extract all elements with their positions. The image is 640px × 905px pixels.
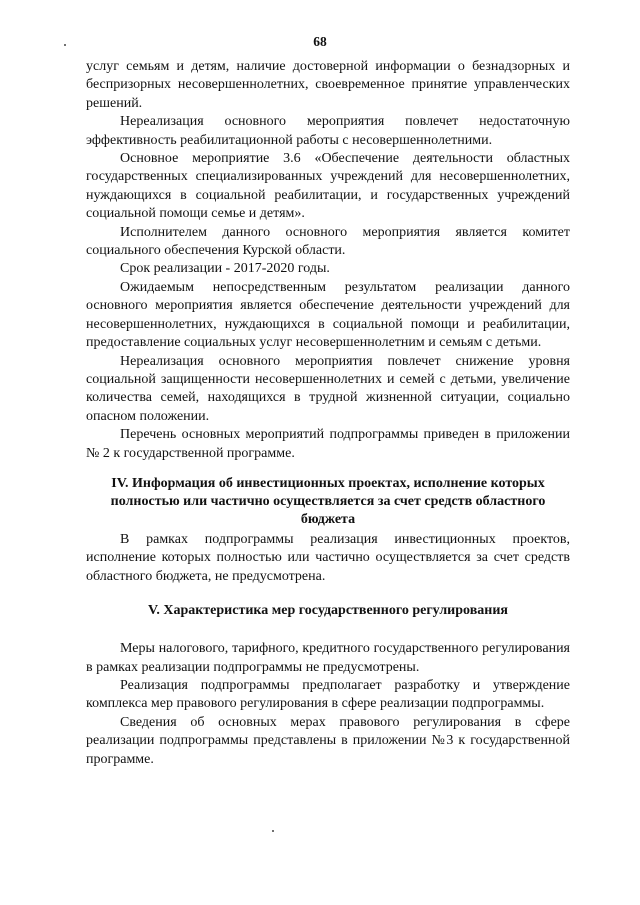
paragraph: Срок реализации - 2017-2020 годы. [120,261,330,277]
paragraph: Сведения об основных мерах правового регулирования в сфере реализации подпрограммы представлены в приложении №3 к государственной программе. [86,714,570,767]
document-body [86,58,570,769]
scan-speck [272,830,274,832]
paragraph: Исполнителем данного основного мероприятия является комитет социального обеспечения Курской области. [86,224,570,259]
scan-speck [64,44,66,46]
section-heading-state-regulation: V. Характеристика мер государственного регулирования [148,603,508,619]
paragraph: услуг семьям и детям, наличие достоверной информации о безнадзорных и беспризорных несовершеннолетних, своевременное принятие управленческих решений. [86,59,570,111]
paragraph: В рамках подпрограммы реализация инвестиционных проектов, исполнение которых полностью или частично осуществляется за счет средств областного бюджета, не предусмотрена. [86,531,570,584]
paragraph: Нереализация основного мероприятия повлечет недостаточную эффективность реабилитационной работы с несовершеннолетними. [86,114,570,148]
paragraph: Меры налогового, тарифного, кредитного государственного регулирования в рамках реализации подпрограммы не предусмотрены. [86,641,570,675]
paragraph: Реализация подпрограммы предполагает разработку и утверждение комплекса мер правового регулирования в сфере реализации подпрограммы. [86,677,570,712]
paragraph: Нереализация основного мероприятия повлечет снижение уровня социальной защищенности несовершеннолетних и семей с детьми, увеличение количества семей, находящихся в трудной жизненной ситуации, социально опасном положении. [86,353,570,424]
page-number: 68 [313,34,327,49]
paragraph: Основное мероприятие 3.6 «Обеспечение деятельности областных государственных специализированных учреждений для несовершеннолетних, нуждающихся в социальной реабилитации, и государственных учреждений социальной помощи семье и детям». [86,151,570,222]
section-heading-investment-projects: IV. Информация об инвестиционных проектах, исполнение которых полностью или частично осуществляется за счет средств областного бюджета [110,475,546,527]
paragraph: Ожидаемым непосредственным результатом реализации данного основного мероприятия является обеспечение деятельности учреждений для несовершеннолетних, нуждающихся в социальной помощи и реабилитации, предоставление социальных услуг несовершеннолетним и семьям с детьми. [86,279,570,351]
paragraph: Перечень основных мероприятий подпрограммы приведен в приложении № 2 к государственной программе. [86,427,570,461]
